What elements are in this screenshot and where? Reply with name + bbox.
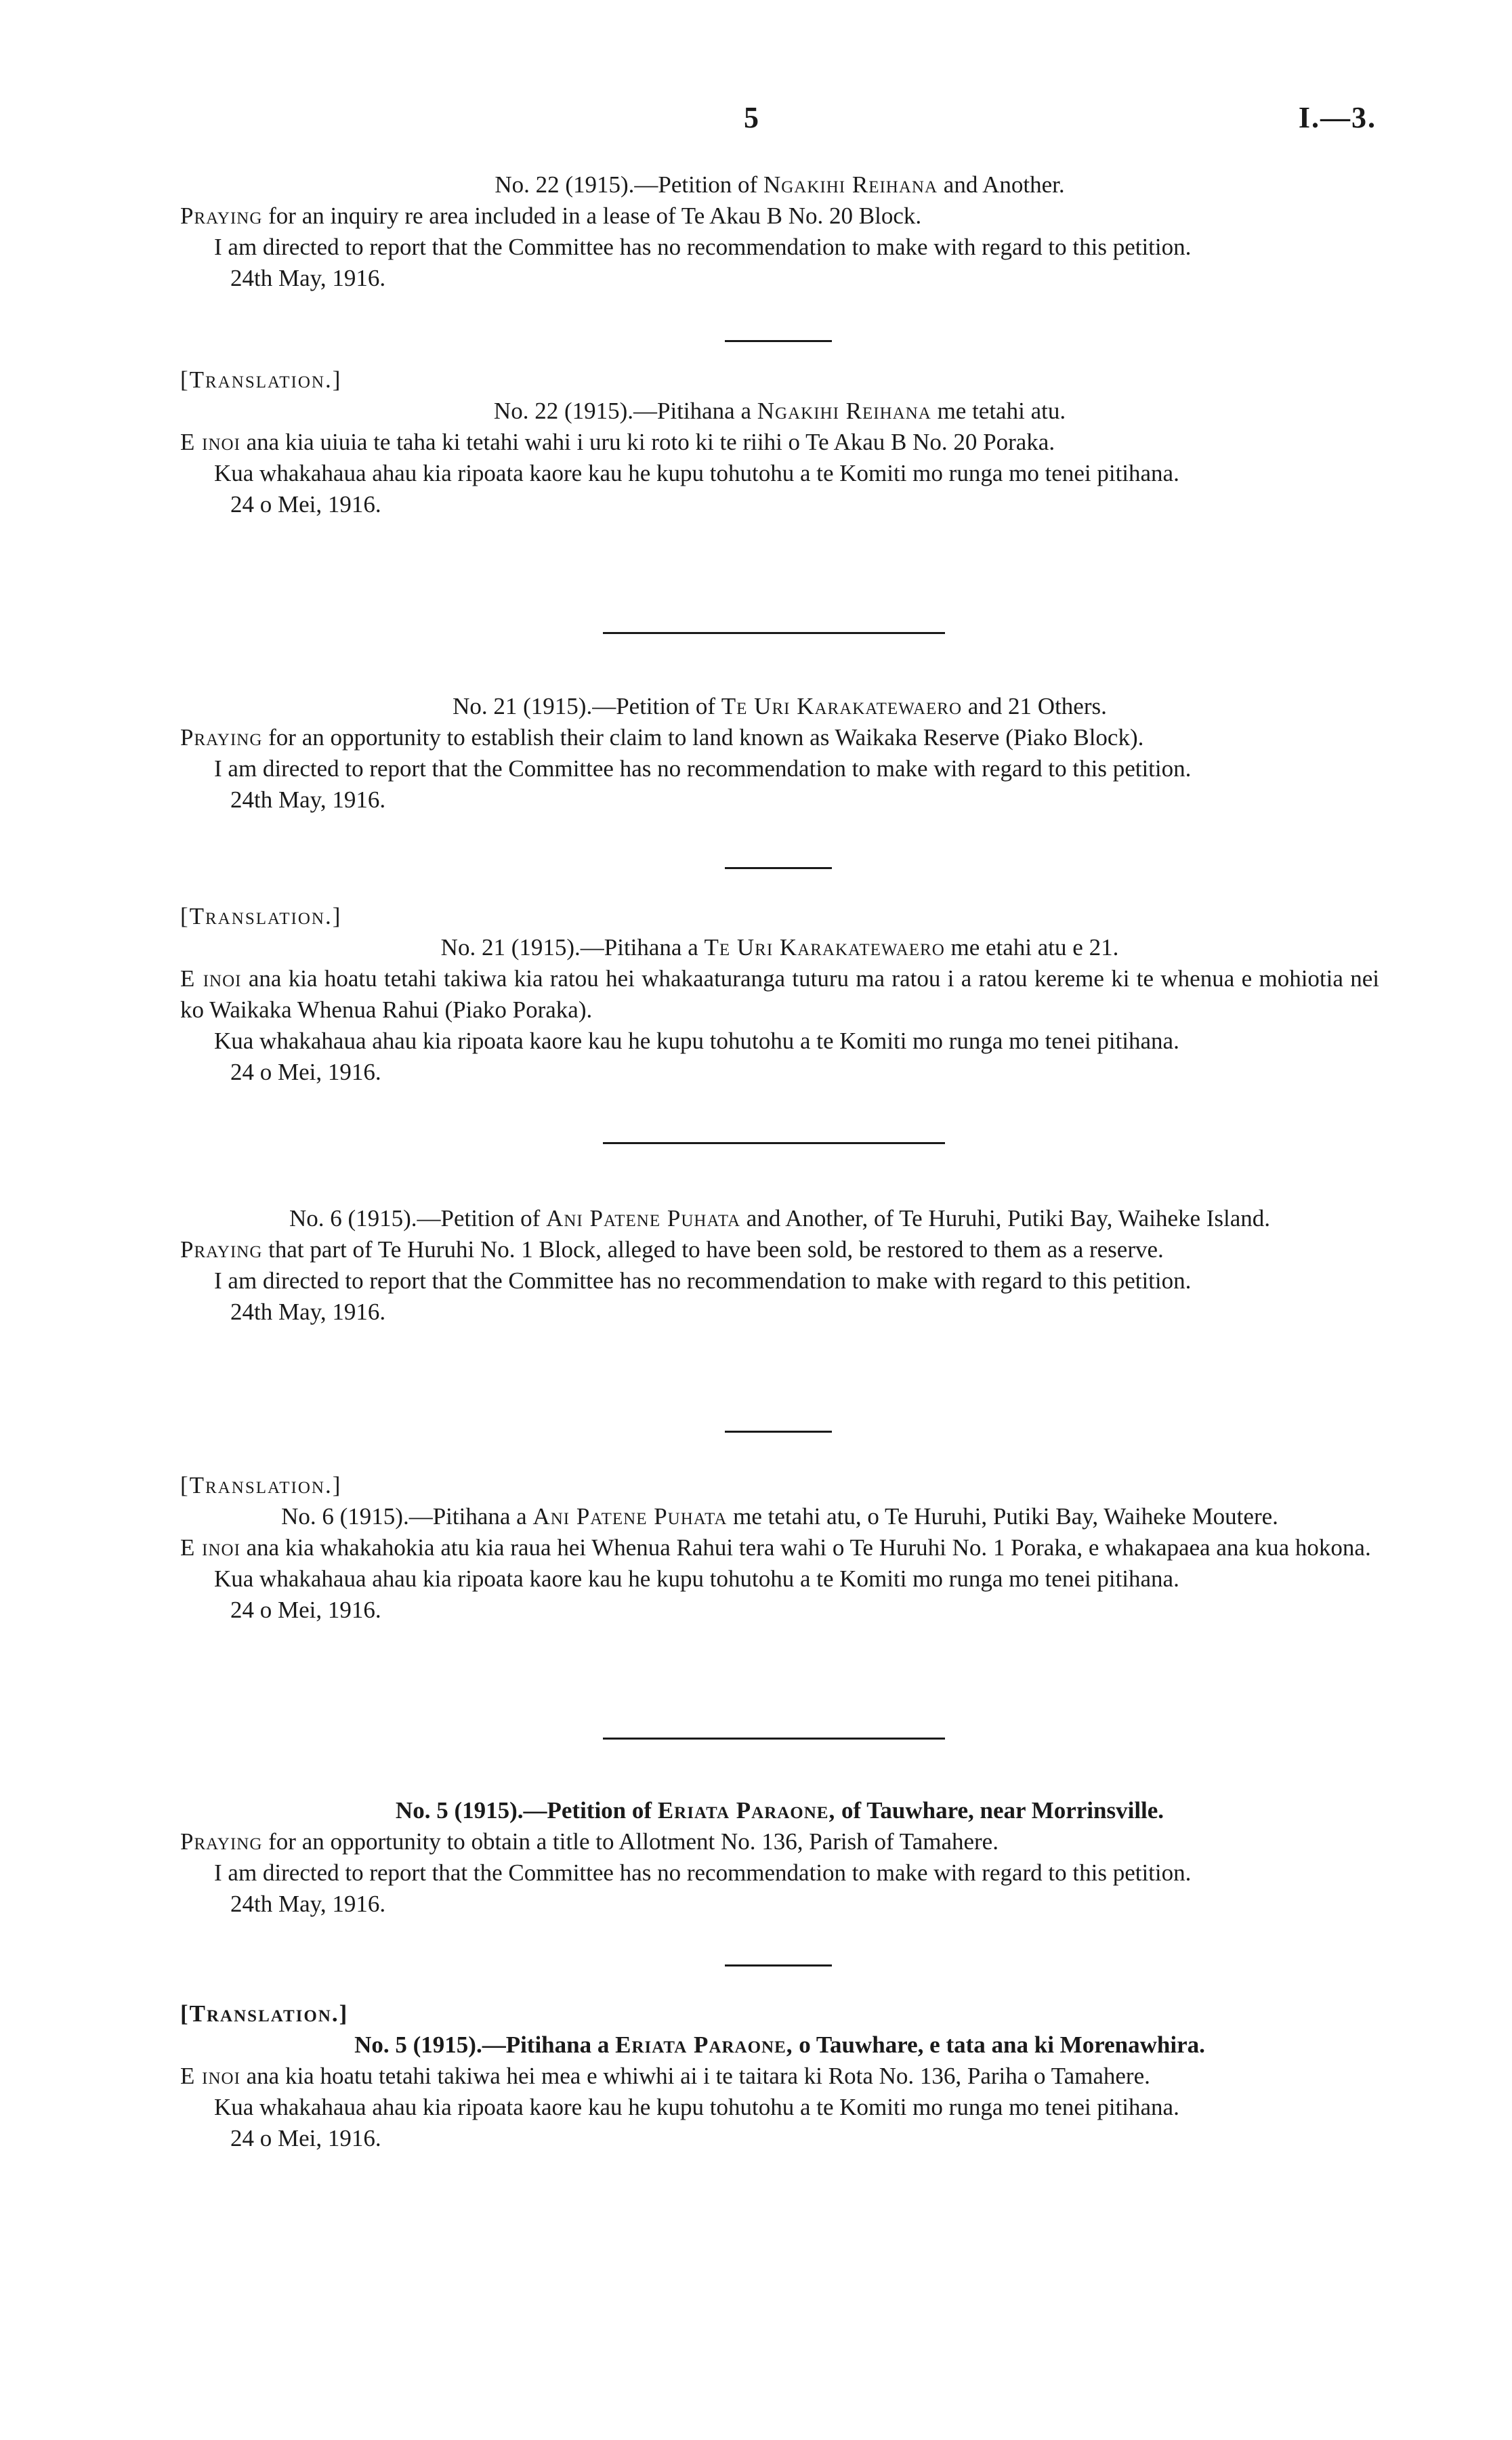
petition-1-translation xyxy=(180,364,1379,520)
petition-title: No. 5 (1915).—Petition of Eriata Paraone, of Tauwhare, near Morrinsville. xyxy=(395,1797,1164,1824)
petition-3-english xyxy=(180,1203,1379,1328)
petition-title: No. 6 (1915).—Petition of Ani Patene Puhata and Another, of Te Huruhi, Putiki Bay, Waiheke Island. xyxy=(289,1205,1271,1232)
praying-paragraph: E inoi ana kia hoatu tetahi takiwa kia ratou hei whakaaturanga tuturu ma ratou i a ratou kereme ki te whenua e mohiotia nei ko Waikaka Whenua Rahui (Piako Poraka). xyxy=(180,965,1380,1023)
report-paragraph: I am directed to report that the Committee has no recommendation to make with regard to this petition. xyxy=(214,1267,1192,1294)
translation-heading: [Translation.] xyxy=(180,2000,349,2027)
translation-heading: [Translation.] xyxy=(180,1472,342,1498)
petitioner-name: Te Uri Karakatewaero xyxy=(721,693,963,719)
petition-title: No. 5 (1915).—Pitihana a Eriata Paraone, o Tauwhare, e tata ana ki Morenawhira. xyxy=(354,2032,1205,2058)
praying-paragraph: Praying for an opportunity to obtain a title to Allotment No. 136, Parish of Tamahere. xyxy=(180,1828,999,1855)
divider xyxy=(725,1431,832,1433)
divider xyxy=(725,1964,832,1966)
report-date: 24 o Mei, 1916. xyxy=(230,2125,381,2151)
petitioner-name: Eriata Paraone, xyxy=(615,2032,793,2058)
page-number: 5 xyxy=(744,101,759,134)
petition-title: No. 22 (1915).—Petition of Ngakihi Reihana and Another. xyxy=(495,171,1065,198)
petition-4-english xyxy=(180,1795,1379,1920)
document-reference: I.—3. xyxy=(1298,101,1377,134)
report-date: 24 o Mei, 1916. xyxy=(230,1059,381,1085)
section-divider xyxy=(603,1738,945,1740)
petitioner-name: Te Uri Karakatewaero xyxy=(704,934,945,961)
report-date: 24th May, 1916. xyxy=(230,1891,386,1917)
petition-3-translation xyxy=(180,1470,1379,1626)
petition-title: No. 22 (1915).—Pitihana a Ngakihi Reihana me tetahi atu. xyxy=(493,398,1066,424)
praying-paragraph: E inoi ana kia hoatu tetahi takiwa hei mea e whiwhi ai i te taitara ki Rota No. 136, Pariha o Tamahere. xyxy=(180,2063,1150,2089)
praying-paragraph: Praying that part of Te Huruhi No. 1 Block, alleged to have been sold, be restored to them as a reserve. xyxy=(180,1236,1164,1263)
report-paragraph: I am directed to report that the Committee has no recommendation to make with regard to this petition. xyxy=(214,234,1192,260)
praying-paragraph: Praying for an opportunity to establish their claim to land known as Waikaka Reserve (Piako Block). xyxy=(180,724,1144,751)
report-paragraph: Kua whakahaua ahau kia ripoata kaore kau he kupu tohutohu a te Komiti mo runga mo tenei pitihana. xyxy=(214,460,1179,486)
report-paragraph: Kua whakahaua ahau kia ripoata kaore kau he kupu tohutohu a te Komiti mo runga mo tenei pitihana. xyxy=(214,2094,1179,2120)
petition-2-english xyxy=(180,691,1379,816)
report-paragraph: I am directed to report that the Committee has no recommendation to make with regard to this petition. xyxy=(214,755,1192,782)
divider xyxy=(725,867,832,869)
petition-title: No. 21 (1915).—Petition of Te Uri Karakatewaero and 21 Others. xyxy=(453,693,1107,719)
divider xyxy=(725,340,832,342)
petitioner-name: Ngakihi Reihana xyxy=(757,398,931,424)
section-divider xyxy=(603,1142,945,1144)
report-paragraph: Kua whakahaua ahau kia ripoata kaore kau he kupu tohutohu a te Komiti mo runga mo tenei pitihana. xyxy=(214,1028,1179,1054)
petition-1-english xyxy=(180,169,1379,294)
translation-heading: [Translation.] xyxy=(180,366,342,393)
petitioner-name: Eriata Paraone, xyxy=(657,1797,836,1824)
translation-heading: [Translation.] xyxy=(180,903,342,929)
petitioner-name: Ani Patene Puhata xyxy=(546,1205,741,1232)
report-date: 24 o Mei, 1916. xyxy=(230,1597,381,1623)
section-divider xyxy=(603,632,945,634)
page-header xyxy=(0,100,1512,141)
praying-paragraph: Praying for an inquiry re area included in a lease of Te Akau B No. 20 Block. xyxy=(180,203,922,229)
petition-title: No. 21 (1915).—Pitihana a Te Uri Karakatewaero me etahi atu e 21. xyxy=(440,934,1119,961)
petitioner-name: Ngakihi Reihana xyxy=(763,171,938,198)
praying-paragraph: E inoi ana kia uiuia te taha ki tetahi wahi i uru ki roto ki te riihi o Te Akau B No. 20 Poraka. xyxy=(180,429,1055,455)
report-paragraph: I am directed to report that the Committee has no recommendation to make with regard to this petition. xyxy=(214,1859,1192,1886)
report-date: 24th May, 1916. xyxy=(230,786,386,813)
report-date: 24th May, 1916. xyxy=(230,265,386,291)
petition-4-translation xyxy=(180,1998,1379,2154)
report-date: 24th May, 1916. xyxy=(230,1299,386,1325)
petition-2-translation xyxy=(180,901,1379,1088)
report-paragraph: Kua whakahaua ahau kia ripoata kaore kau he kupu tohutohu a te Komiti mo runga mo tenei pitihana. xyxy=(214,1565,1179,1592)
petitioner-name: Ani Patene Puhata xyxy=(532,1503,728,1530)
report-date: 24 o Mei, 1916. xyxy=(230,491,381,518)
petition-title: No. 6 (1915).—Pitihana a Ani Patene Puhata me tetahi atu, o Te Huruhi, Putiki Bay, Waiheke Moutere. xyxy=(281,1503,1278,1530)
praying-paragraph: E inoi ana kia whakahokia atu kia raua hei Whenua Rahui tera wahi o Te Huruhi No. 1 Poraka, e whakapaea ana kua hokona. xyxy=(180,1534,1371,1561)
